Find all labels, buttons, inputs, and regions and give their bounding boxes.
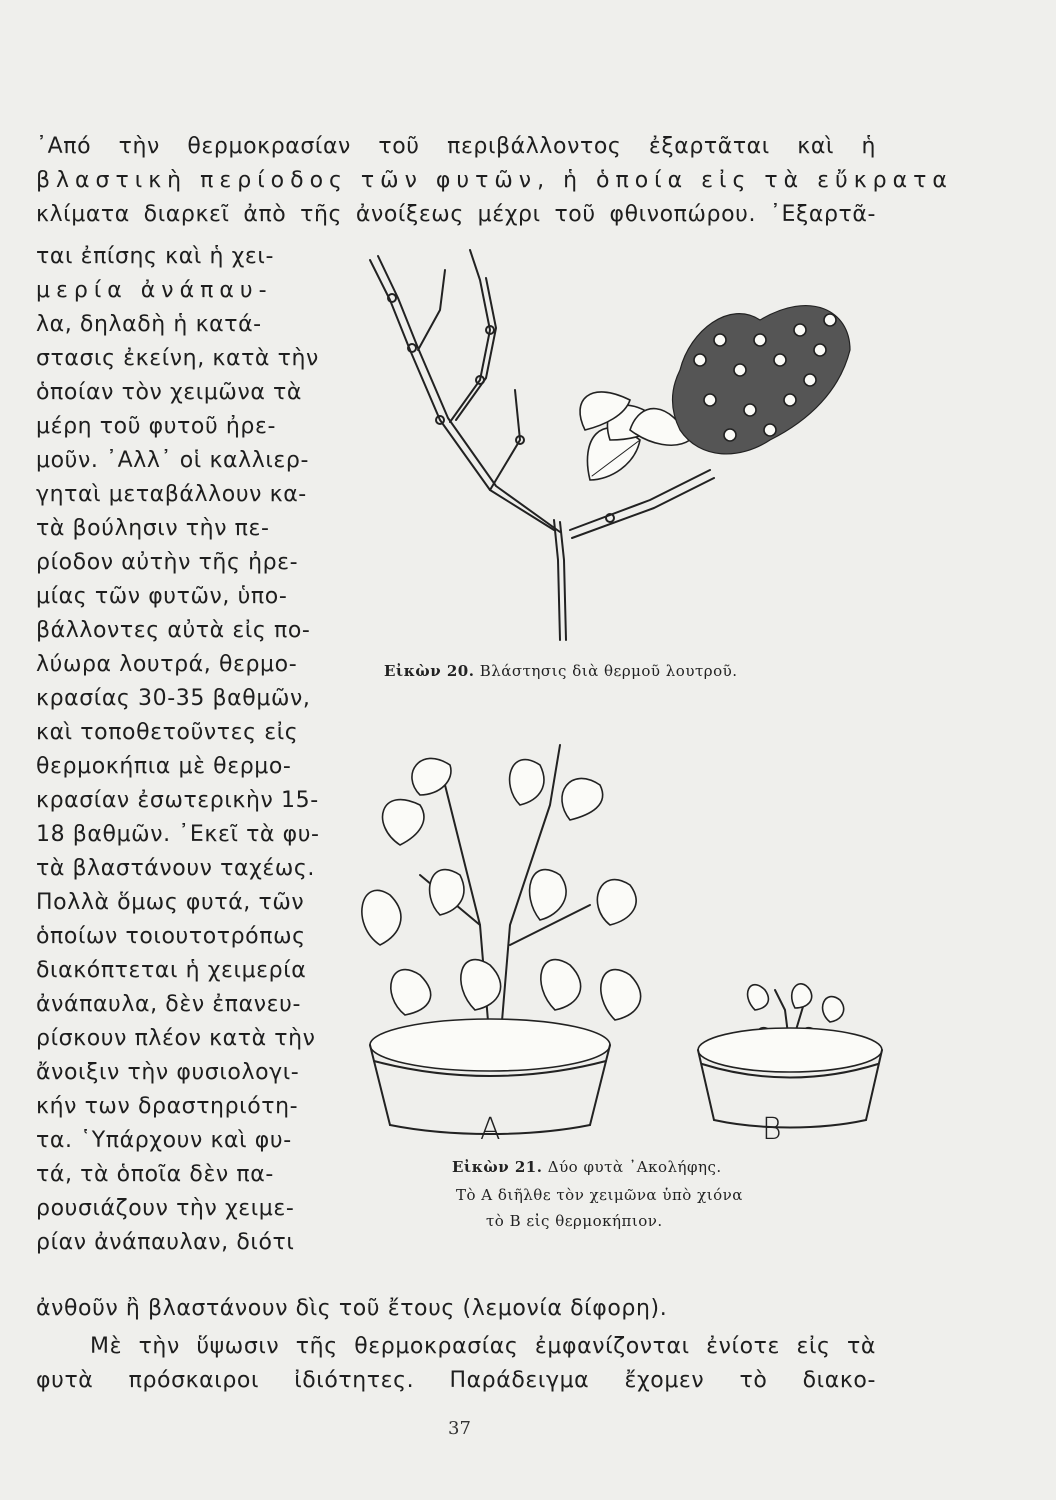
text-line: ρίοδον αὐτὴν τῆς ἠρε-: [36, 550, 299, 575]
page-number: 37: [448, 1418, 471, 1439]
pot-a-label: A: [480, 1112, 501, 1147]
text-line: Μὲ τὴν ὕψωσιν τῆς θερμοκρασίας ἐμφανίζονται ἐνίοτε εἰς τὰ: [90, 1334, 876, 1359]
text-line: ρίσκουν πλέον κατὰ τὴν: [36, 1026, 316, 1051]
text-line: λύωρα λουτρά, θερμο-: [36, 652, 298, 677]
figure-21-caption-line3: τὸ Β εἰς θερμοκήπιον.: [486, 1212, 663, 1230]
text-line: θερμοκήπια μὲ θερμο-: [36, 754, 292, 779]
text-line: ρουσιάζουν τὴν χειμε-: [36, 1196, 295, 1221]
text-line: λα, δηλαδὴ ἡ κατά-: [36, 312, 262, 337]
text-line: βάλλοντες αὐτὰ εἰς πο-: [36, 618, 311, 643]
lilac-branch-illustration: [330, 240, 870, 660]
figure-21-caption-line2: Τὸ Α διῆλθε τὸν χειμῶνα ὑπὸ χιόνα: [456, 1186, 743, 1204]
text-line: μέρη τοῦ φυτοῦ ἠρε-: [36, 414, 277, 439]
figure-20-label: Εἰκὼν 20.: [384, 662, 475, 680]
text-line: ἀνθοῦν ἢ βλαστάνουν δὶς τοῦ ἔτους (λεμονία δίφορη).: [36, 1296, 668, 1321]
figure-21-label: Εἰκὼν 21.: [452, 1158, 543, 1176]
text-line: τά, τὰ ὁποῖα δὲν πα-: [36, 1162, 274, 1187]
text-line: βλαστικὴ περίοδος τῶν φυτῶν, ἡ ὁποία εἰς τὰ εὔκρατα: [36, 168, 953, 193]
figure-20-text: Βλάστησις διὰ θερμοῦ λουτροῦ.: [479, 662, 738, 680]
text-line: καὶ τοποθετοῦντες εἰς: [36, 720, 299, 745]
text-line: τὰ βλαστάνουν ταχέως.: [36, 856, 316, 881]
text-line: μίας τῶν φυτῶν, ὑπο-: [36, 584, 288, 609]
potted-plant-b-illustration: [690, 970, 890, 1130]
text-line: ἀνάπαυλα, δὲν ἐπανευ-: [36, 992, 301, 1017]
text-line: στασις ἐκείνη, κατὰ τὴν: [36, 346, 319, 371]
text-line: μερία ἀνάπαυ-: [36, 278, 273, 303]
text-line: τα. ῾Υπάρχουν καὶ φυ-: [36, 1128, 292, 1153]
text-line: κρασίας 30-35 βαθμῶν,: [36, 686, 311, 711]
text-line: κήν των δραστηριότη-: [36, 1094, 299, 1119]
text-line: ὁποίων τοιουτοτρόπως: [36, 924, 306, 949]
text-line: κλίματα διαρκεῖ ἀπὸ τῆς ἀνοίξεως μέχρι τοῦ φθινοπώρου. ᾿Εξαρτᾶ-: [36, 202, 876, 227]
text-line: μοῦν. ᾿Αλλ᾿ οἱ καλλιερ-: [36, 448, 309, 473]
figure-20-caption: [384, 662, 738, 680]
text-line: κρασίαν ἐσωτερικὴν 15-: [36, 788, 319, 813]
text-line: ται ἐπίσης καὶ ἡ χει-: [36, 244, 274, 269]
figure-21-text: Δύο φυτὰ ᾿Ακολήφης.: [547, 1158, 722, 1176]
text-line: 18 βαθμῶν. ᾿Εκεῖ τὰ φυ-: [36, 822, 320, 847]
potted-plant-a-illustration: [360, 725, 680, 1125]
text-line: τὰ βούλησιν τὴν πε-: [36, 516, 270, 541]
text-line: Πολλὰ ὅμως φυτά, τῶν: [36, 890, 305, 915]
text-line: φυτὰ πρόσκαιροι ἰδιότητες. Παράδειγμα ἔχομεν τὸ διακο-: [36, 1368, 876, 1393]
text-line: διακόπτεται ἡ χειμερία: [36, 958, 307, 983]
text-line: ἄνοιξιν τὴν φυσιολογι-: [36, 1060, 300, 1085]
text-line: ὁποίαν τὸν χειμῶνα τὰ: [36, 380, 302, 405]
text-line: ρίαν ἀνάπαυλαν, διότι: [36, 1230, 295, 1255]
text-line: γηταὶ μεταβάλλουν κα-: [36, 482, 307, 507]
figure-21-caption: [452, 1158, 722, 1176]
text-line: ᾿Από τὴν θερμοκρασίαν τοῦ περιβάλλοντος ἐξαρτᾶται καὶ ἡ: [36, 134, 876, 159]
pot-b-label: B: [762, 1112, 782, 1147]
